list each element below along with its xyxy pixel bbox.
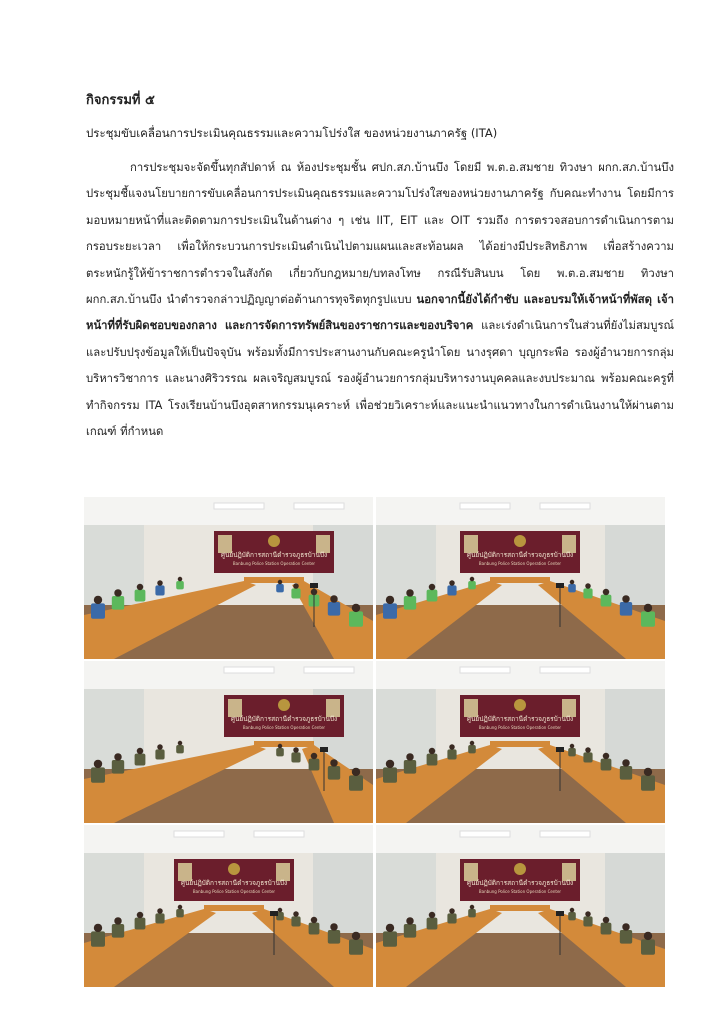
description-emphasis: นอกจากนี้ยังได้กำชับ และอบรมให้เจ้าหน้าที่พัสดุ เจ้าหน้าที่ที่รับผิดชอบของกลาง และการจัดการทรัพย์สินของราชการและของบริจาค <box>86 293 674 333</box>
activity-heading: กิจกรรมที่ ๕ <box>86 93 155 108</box>
room-sign-subtext: Banbung Police Station Operation Center <box>192 889 276 894</box>
description-part-1: การประชุมจะจัดขึ้นทุกสัปดาห์ ณ ห้องประชุมชั้น ศปก.สภ.บ้านบึง โดยมี พ.ต.อ.สมชาย ทิวงษา ผกก.สภ.บ้านบึง ประชุมชี้แจงนโยบายการขับเคลื่อนการประเมินคุณธรรมและความโปร่งใสของหน่วยงานภาครัฐ กับคณะทำงาน โดยมีการมอบหมายหน้าที่และติดตามการประเมินในด้านต่าง ๆ เช่น IIT, EIT และ OIT รวมถึง การตรวจสอบการดำเนินการตามกรอบระยะเวลา เพื่อให้กระบวนการประเมินดำเนินไปตามแผนและสะท้อนผล ได้อย่างมีประสิทธิภาพ เพื่อสร้างความตระหนักรู้ให้ข้าราชการตำรวจในสังกัด เกี่ยวกับกฎหมาย/บทลงโทษ กรณีรับสินบน โดย พ.ต.อ.สมชาย ทิวงษา ผกก.สภ.บ้านบึง นำตำรวจกล่าวปฏิญญาต่อต้านการทุจริตทุกรูปแบบ <box>86 161 674 307</box>
meeting-photo-4 <box>376 661 665 823</box>
meeting-photo-3 <box>84 661 373 823</box>
room-sign-text: ศูนย์ปฏิบัติการสถานีตำรวจภูธรบ้านบึง <box>466 551 574 559</box>
description-part-2: และเร่งดำเนินการในส่วนที่ยังไม่สมบูรณ์และปรับปรุงข้อมูลให้เป็นปัจจุบัน พร้อมทั้งมีการประสานงานกับคณะครูนำโดย นางรุศดา บุญกระพือ รองผู้อำนวยการกลุ่มบริหารวิชาการ และนางศิริวรรณ ผลเจริญสมบูรณ์ รองผู้อำนวยการกลุ่มบริหารงานบุคคลและงบประมาณ พร้อมคณะครูที่ทำกิจกรรม ITA โรงเรียนบ้านบึงอุตสาหกรรมนุเคราะห์ เพื่อช่วยวิเคราะห์และแนะนำแนวทางในการดำเนินงานให้ผ่านตามเกณฑ์ ที่กำหนด <box>86 319 674 439</box>
room-sign-subtext: Banbung Police Station Operation Center <box>478 725 562 730</box>
meeting-photo-6 <box>376 825 665 987</box>
room-sign-subtext: Banbung Police Station Operation Center <box>232 561 316 566</box>
room-sign-text: ศูนย์ปฏิบัติการสถานีตำรวจภูธรบ้านบึง <box>466 879 574 887</box>
activity-subheading: ประชุมขับเคลื่อนการประเมินคุณธรรมและความโปร่งใส ของหน่วยงานภาครัฐ (ITA) <box>86 126 498 140</box>
meeting-photo-2 <box>376 497 665 659</box>
room-sign-text: ศูนย์ปฏิบัติการสถานีตำรวจภูธรบ้านบึง <box>466 715 574 723</box>
room-sign-text: ศูนย์ปฏิบัติการสถานีตำรวจภูธรบ้านบึง <box>180 879 288 887</box>
meeting-photo-1 <box>84 497 373 659</box>
meeting-photo-5 <box>84 825 373 987</box>
room-sign-text: ศูนย์ปฏิบัติการสถานีตำรวจภูธรบ้านบึง <box>230 715 338 723</box>
room-sign-subtext: Banbung Police Station Operation Center <box>478 561 562 566</box>
room-sign-subtext: Banbung Police Station Operation Center <box>478 889 562 894</box>
photo-collage <box>84 497 665 987</box>
activity-description <box>86 155 674 445</box>
room-sign-subtext: Banbung Police Station Operation Center <box>242 725 326 730</box>
room-sign-text: ศูนย์ปฏิบัติการสถานีตำรวจภูธรบ้านบึง <box>220 551 328 559</box>
